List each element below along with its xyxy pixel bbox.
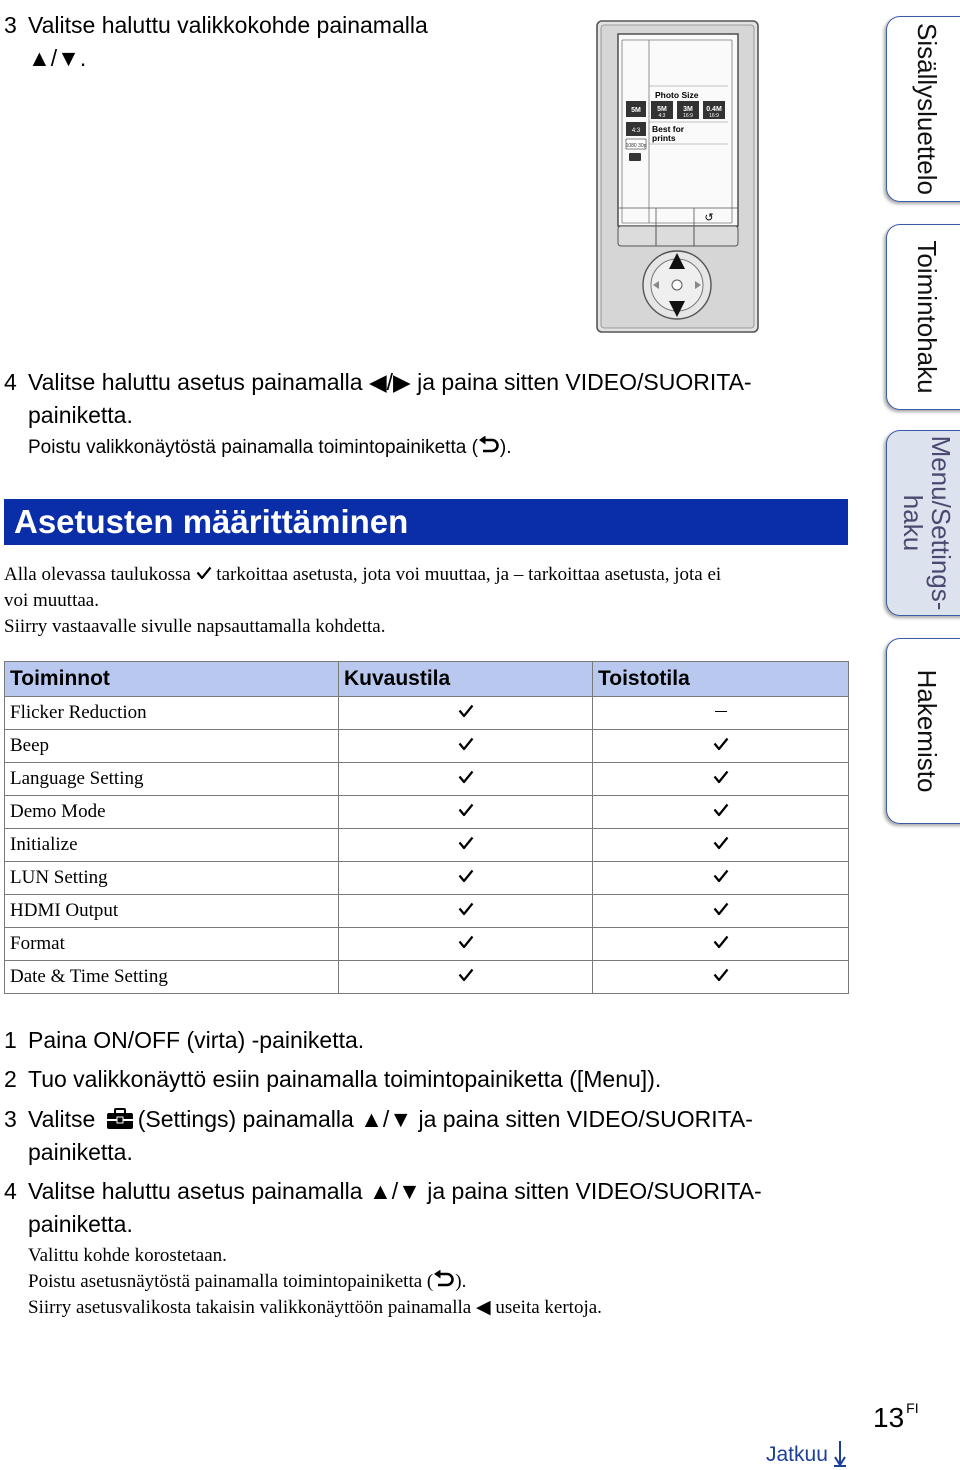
page-language: FI bbox=[906, 1400, 919, 1416]
shooting-mode-cell bbox=[339, 730, 593, 763]
step-4-select-setting bbox=[4, 366, 752, 432]
step-text: Tuo valikkonäyttö esiin painamalla toimintopainiketta ([Menu]). bbox=[28, 1066, 662, 1092]
setting-name[interactable]: Language Setting bbox=[5, 763, 339, 796]
tab-menu-settings-search[interactable] bbox=[886, 430, 960, 616]
check-icon bbox=[458, 770, 474, 784]
device-left-icon-2: 1080 30p bbox=[625, 143, 647, 149]
bottom-step-4-notes bbox=[28, 1243, 602, 1321]
step-number: 3 bbox=[4, 12, 17, 38]
shooting-mode-cell bbox=[339, 862, 593, 895]
check-icon bbox=[713, 968, 729, 982]
device-menu-title: Photo Size bbox=[655, 90, 699, 100]
tab-label-line-1: Menu/Settings- bbox=[925, 435, 956, 611]
check-icon bbox=[458, 869, 474, 883]
note-back-to-menu: Siirry asetusvalikosta takaisin valikkonäyttöön painamalla ◀ useita kertoja. bbox=[28, 1297, 602, 1318]
check-icon bbox=[713, 803, 729, 817]
note-text-end: ). bbox=[499, 437, 512, 458]
check-icon bbox=[458, 704, 474, 718]
check-icon bbox=[458, 803, 474, 817]
device-left-icon-0: 5M bbox=[631, 107, 641, 114]
continue-link[interactable] bbox=[766, 1441, 846, 1467]
device-desc-line-2: prints bbox=[652, 133, 676, 143]
step-text-post: (Settings) painamalla ▲/▼ ja paina sitten VIDEO/SUORITA- bbox=[137, 1106, 753, 1132]
step-number: 2 bbox=[4, 1066, 17, 1092]
step-text-cont: painiketta. bbox=[28, 1139, 133, 1165]
check-icon bbox=[713, 935, 729, 949]
table-row[interactable] bbox=[5, 763, 849, 796]
table-header-row bbox=[5, 662, 849, 697]
setting-name[interactable]: HDMI Output bbox=[5, 895, 339, 928]
setting-name[interactable]: Date & Time Setting bbox=[5, 961, 339, 994]
check-icon bbox=[458, 902, 474, 916]
settings-table bbox=[4, 661, 849, 994]
setting-name[interactable]: Format bbox=[5, 928, 339, 961]
check-icon bbox=[458, 935, 474, 949]
intro-text-b: tarkoittaa asetusta, jota voi muuttaa, ja – tarkoittaa asetusta, jota ei bbox=[216, 564, 722, 585]
note-exit-end: ). bbox=[455, 1271, 467, 1292]
shooting-mode-cell bbox=[339, 895, 593, 928]
return-icon bbox=[433, 1270, 455, 1290]
playback-mode-cell bbox=[593, 763, 849, 796]
device-left-icon-1: 4:3 bbox=[631, 128, 641, 134]
return-icon bbox=[478, 436, 500, 456]
check-icon bbox=[713, 869, 729, 883]
table-row[interactable] bbox=[5, 730, 849, 763]
page-number bbox=[873, 1400, 919, 1434]
intro-text-d: Siirry vastaavalle sivulle napsauttamalla kohdetta. bbox=[4, 616, 386, 637]
tab-contents[interactable] bbox=[886, 16, 960, 202]
tab-label bbox=[899, 436, 955, 611]
device-illustration bbox=[596, 20, 760, 334]
table-row[interactable] bbox=[5, 796, 849, 829]
bottom-step-1 bbox=[4, 1024, 364, 1057]
tab-label: Hakemisto bbox=[911, 669, 942, 793]
intro-text-c: voi muuttaa. bbox=[4, 590, 99, 611]
toolbox-settings-icon bbox=[106, 1108, 134, 1130]
step-text: Valitse haluttu asetus painamalla ▲/▼ ja paina sitten VIDEO/SUORITA- bbox=[28, 1178, 762, 1204]
check-icon bbox=[713, 836, 729, 850]
setting-name[interactable]: Initialize bbox=[5, 829, 339, 862]
step-4-note bbox=[28, 435, 512, 461]
playback-mode-cell bbox=[593, 829, 849, 862]
step-text-pre: Valitse bbox=[28, 1106, 96, 1132]
playback-mode-cell bbox=[593, 730, 849, 763]
shooting-mode-cell bbox=[339, 796, 593, 829]
col-header-playback-mode: Toistotila bbox=[593, 662, 849, 697]
device-desc-line-1: Best for bbox=[652, 124, 685, 134]
device-option-1-top: 3M bbox=[683, 106, 693, 113]
step-number: 4 bbox=[4, 369, 17, 395]
step-text: Valitse haluttu asetus painamalla ◀/▶ ja paina sitten VIDEO/SUORITA- bbox=[28, 369, 752, 395]
step-text: Paina ON/OFF (virta) -painiketta. bbox=[28, 1027, 365, 1053]
step-text: Valitse haluttu valikkokohde painamalla bbox=[28, 12, 428, 38]
step-text-cont: ▲/▼. bbox=[28, 45, 87, 71]
table-row[interactable] bbox=[5, 961, 849, 994]
device-return-icon: ↺ bbox=[704, 211, 714, 224]
check-icon bbox=[713, 737, 729, 751]
playback-mode-cell bbox=[593, 862, 849, 895]
table-row[interactable] bbox=[5, 895, 849, 928]
step-text-cont: painiketta. bbox=[28, 402, 133, 428]
note-exit-text: Poistu asetusnäytöstä painamalla toimintopainiketta ( bbox=[28, 1271, 434, 1292]
setting-name[interactable]: Beep bbox=[5, 730, 339, 763]
check-icon bbox=[713, 902, 729, 916]
device-settings-icon bbox=[629, 153, 641, 161]
check-icon bbox=[458, 737, 474, 751]
step-3-select-menu-item bbox=[4, 9, 428, 75]
playback-mode-cell bbox=[593, 895, 849, 928]
playback-mode-cell bbox=[593, 697, 849, 730]
dash-icon bbox=[715, 711, 727, 712]
continue-label: Jatkuu bbox=[766, 1443, 828, 1466]
bottom-step-3 bbox=[4, 1103, 753, 1169]
intro-text-a: Alla olevassa taulukossa bbox=[4, 564, 191, 585]
check-icon bbox=[458, 968, 474, 982]
table-row[interactable] bbox=[5, 862, 849, 895]
shooting-mode-cell bbox=[339, 961, 593, 994]
device-option-0-top: 5M bbox=[657, 106, 667, 113]
check-icon bbox=[458, 836, 474, 850]
note-highlighted: Valittu kohde korostetaan. bbox=[28, 1245, 227, 1266]
bottom-step-2 bbox=[4, 1063, 661, 1096]
check-icon bbox=[196, 566, 212, 580]
shooting-mode-cell bbox=[339, 829, 593, 862]
note-text: Poistu valikkonäytöstä painamalla toimintopainiketta ( bbox=[28, 437, 478, 458]
playback-mode-cell bbox=[593, 928, 849, 961]
tab-index[interactable] bbox=[886, 638, 960, 824]
setting-name[interactable]: LUN Setting bbox=[5, 862, 339, 895]
tab-label: Toimintohaku bbox=[911, 240, 942, 394]
table-row[interactable] bbox=[5, 829, 849, 862]
setting-name[interactable]: Flicker Reduction bbox=[5, 697, 339, 730]
step-number: 1 bbox=[4, 1027, 17, 1053]
table-row[interactable] bbox=[5, 928, 849, 961]
device-option-2-top: 0.4M bbox=[706, 106, 722, 113]
tab-function-search[interactable] bbox=[886, 224, 960, 410]
arrow-down-icon bbox=[834, 1441, 846, 1467]
page-number-value: 13 bbox=[873, 1402, 905, 1433]
check-icon bbox=[713, 770, 729, 784]
tab-label-line-2: haku bbox=[897, 494, 928, 552]
table-row[interactable] bbox=[5, 697, 849, 730]
step-number: 3 bbox=[4, 1106, 17, 1132]
playback-mode-cell bbox=[593, 961, 849, 994]
shooting-mode-cell bbox=[339, 763, 593, 796]
device-option-2-bottom: 16:9 bbox=[709, 113, 719, 119]
step-number: 4 bbox=[4, 1178, 17, 1204]
col-header-shooting-mode: Kuvaustila bbox=[339, 662, 593, 697]
device-option-0-bottom: 4:3 bbox=[658, 113, 666, 119]
tab-label: Sisällysluettelo bbox=[911, 23, 942, 195]
shooting-mode-cell bbox=[339, 697, 593, 730]
bottom-step-4 bbox=[4, 1175, 762, 1241]
step-text-cont: painiketta. bbox=[28, 1211, 133, 1237]
shooting-mode-cell bbox=[339, 928, 593, 961]
col-header-functions: Toiminnot bbox=[5, 662, 339, 697]
section-title: Asetusten määrittäminen bbox=[4, 499, 848, 545]
setting-name[interactable]: Demo Mode bbox=[5, 796, 339, 829]
intro-paragraph bbox=[4, 562, 721, 640]
playback-mode-cell bbox=[593, 796, 849, 829]
device-option-1-bottom: 16:9 bbox=[683, 113, 693, 119]
